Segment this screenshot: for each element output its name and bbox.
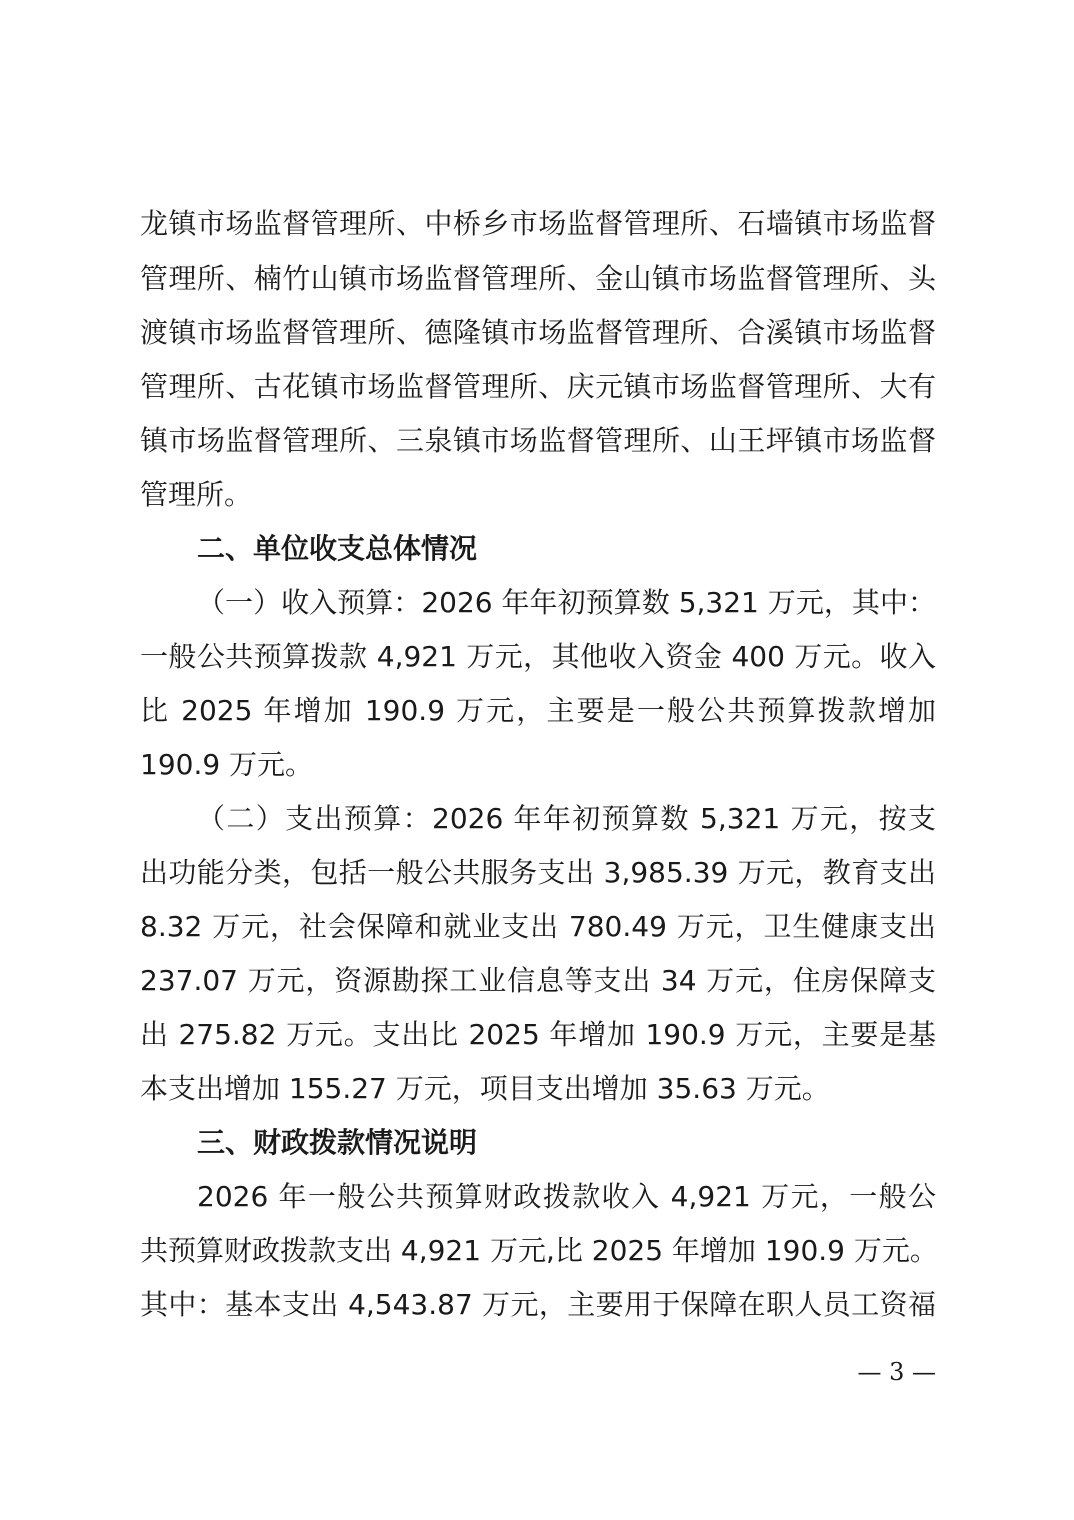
- paragraph-line: 出 275.82 万元。支出比 2025 年增加 190.9 万元，主要是基: [140, 1018, 936, 1051]
- paragraph-line: 共预算财政拨款支出 4,921 万元,比 2025 年增加 190.9 万元。: [140, 1234, 938, 1267]
- paragraph-line: 一般公共预算拨款 4,921 万元，其他收入资金 400 万元。收入: [140, 640, 936, 673]
- paragraph-line: 237.07 万元，资源勘探工业信息等支出 34 万元，住房保障支: [140, 964, 936, 997]
- page-number: — 3 —: [857, 1358, 936, 1386]
- paragraph-line: 本支出增加 155.27 万元，项目支出增加 35.63 万元。: [140, 1072, 830, 1105]
- paragraph-line: （一）收入预算：2026 年年初预算数 5,321 万元，其中：: [197, 586, 936, 619]
- paragraph-line: 190.9 万元。: [140, 748, 314, 781]
- paragraph-line: 管理所、古花镇市场监督管理所、庆元镇市场监督管理所、大有: [140, 370, 936, 403]
- paragraph-line: （二）支出预算：2026 年年初预算数 5,321 万元，按支: [197, 802, 936, 835]
- paragraph-line: 比 2025 年增加 190.9 万元，主要是一般公共预算拨款增加: [140, 694, 936, 727]
- paragraph-line: 龙镇市场监督管理所、中桥乡市场监督管理所、石墙镇市场监督: [140, 207, 936, 240]
- section-heading: 二、单位收支总体情况: [197, 532, 478, 565]
- paragraph-line: 管理所。: [140, 478, 253, 511]
- paragraph-line: 镇市场监督管理所、三泉镇市场监督管理所、山王坪镇市场监督: [140, 424, 936, 457]
- section-heading: 三、财政拨款情况说明: [197, 1126, 478, 1159]
- paragraph-line: 渡镇市场监督管理所、德隆镇市场监督管理所、合溪镇市场监督: [140, 316, 936, 349]
- paragraph-line: 其中：基本支出 4,543.87 万元，主要用于保障在职人员工资福: [140, 1288, 936, 1321]
- paragraph-line: 2026 年一般公共预算财政拨款收入 4,921 万元，一般公: [197, 1180, 936, 1213]
- paragraph-line: 管理所、楠竹山镇市场监督管理所、金山镇市场监督管理所、头: [140, 262, 936, 295]
- paragraph-line: 8.32 万元，社会保障和就业支出 780.49 万元，卫生健康支出: [140, 910, 936, 943]
- paragraph-line: 出功能分类，包括一般公共服务支出 3,985.39 万元，教育支出: [140, 856, 936, 889]
